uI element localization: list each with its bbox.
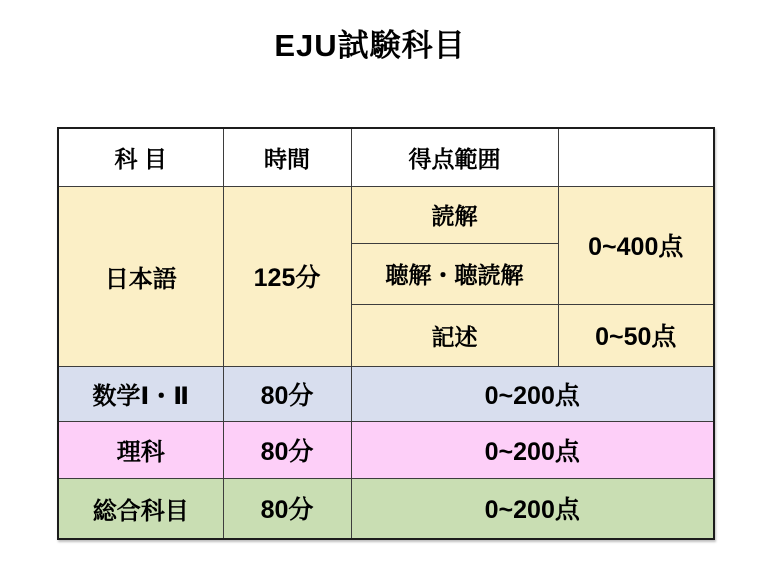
table-row-math (58, 366, 714, 421)
cell-section-listening: 聴解・聴読解 (351, 243, 558, 304)
cell-comprehensive-score: 0~200点 (351, 478, 714, 539)
page-title: EJU試験科目 (274, 28, 466, 63)
cell-science-score: 0~200点 (351, 421, 714, 478)
cell-math-score: 0~200点 (351, 366, 714, 421)
cell-score-reading-listening: 0~400点 (558, 186, 714, 304)
cell-score-writing: 0~50点 (558, 304, 714, 366)
cell-japanese-subject: 日本語 (58, 186, 223, 366)
eju-subjects-table (57, 127, 715, 540)
cell-science-subject: 理科 (58, 421, 223, 478)
table-row-comprehensive (58, 478, 714, 539)
header-empty (558, 128, 714, 186)
cell-japanese-time: 125分 (223, 186, 351, 366)
header-subject: 科 目 (58, 128, 223, 186)
cell-math-subject: 数学Ⅰ・Ⅱ (58, 366, 223, 421)
cell-section-writing: 記述 (351, 304, 558, 366)
cell-math-time: 80分 (223, 366, 351, 421)
cell-comprehensive-subject: 総合科目 (58, 478, 223, 539)
header-time: 時間 (223, 128, 351, 186)
cell-science-time: 80分 (223, 421, 351, 478)
header-score-range: 得点範囲 (351, 128, 558, 186)
table-row-science (58, 421, 714, 478)
cell-section-reading: 読解 (351, 186, 558, 243)
table-row-japanese-reading (58, 186, 714, 243)
cell-comprehensive-time: 80分 (223, 478, 351, 539)
table-header-row (58, 128, 714, 186)
